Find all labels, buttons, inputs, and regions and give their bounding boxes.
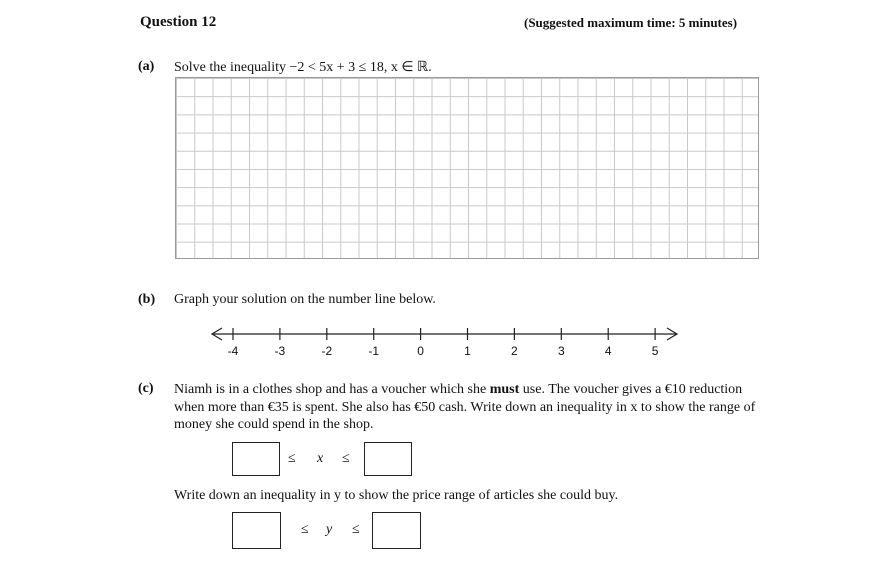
part-b-question: Graph your solution on the number line below. (174, 292, 436, 307)
number-line-tick-label: -2 (321, 344, 333, 358)
part-b-label: (b) (138, 292, 156, 307)
number-line-tick-label: -3 (274, 344, 286, 358)
question-title: Question 12 (140, 14, 217, 30)
ineq-x-sym-left: ≤ (288, 451, 296, 466)
number-line[interactable] (200, 322, 690, 362)
number-line-tick-label: 2 (511, 344, 518, 358)
part-c-text-post: use. The voucher gives a €10 reduction when more than €35 is spent. She also has €50 cash. Write down an inequality in x to show the range of money she could spend in the shop. (174, 382, 756, 432)
ineq-x-sym-right: ≤ (342, 451, 350, 466)
part-a-label: (a) (138, 59, 155, 74)
ineq-y-lower-box[interactable] (232, 512, 281, 549)
ineq-y-sym-right: ≤ (352, 522, 360, 537)
part-c-question-2: Write down an inequality in y to show the price range of articles she could buy. (174, 488, 619, 503)
ineq-y-variable: y (326, 522, 333, 537)
ineq-x-lower-box[interactable] (232, 442, 280, 476)
number-line-tick-label: 5 (651, 344, 659, 358)
part-c-text-bold: must (489, 382, 520, 397)
ineq-x-upper-box[interactable] (364, 442, 412, 476)
part-a-question: Solve the inequality −2 < 5x + 3 ≤ 18, x ∈ ℝ. (174, 60, 432, 75)
ineq-y-sym-left: ≤ (301, 522, 309, 537)
number-line-tick-label: 4 (604, 344, 612, 358)
answer-grid[interactable] (175, 77, 759, 259)
number-line-tick-label: -1 (368, 344, 380, 358)
ineq-x-variable: x (317, 451, 324, 466)
part-c-label: (c) (138, 381, 154, 396)
number-line-tick-label: -4 (227, 344, 239, 358)
suggested-time-note: (Suggested maximum time: 5 minutes) (524, 15, 738, 30)
part-c-question (174, 381, 774, 434)
number-line-tick-label: 3 (557, 344, 565, 358)
part-c-text-pre: Niamh is in a clothes shop and has a voucher which she (174, 382, 490, 397)
number-line-tick-label: 0 (417, 344, 424, 358)
ineq-y-upper-box[interactable] (372, 512, 421, 549)
number-line-tick-label: 1 (464, 344, 471, 358)
